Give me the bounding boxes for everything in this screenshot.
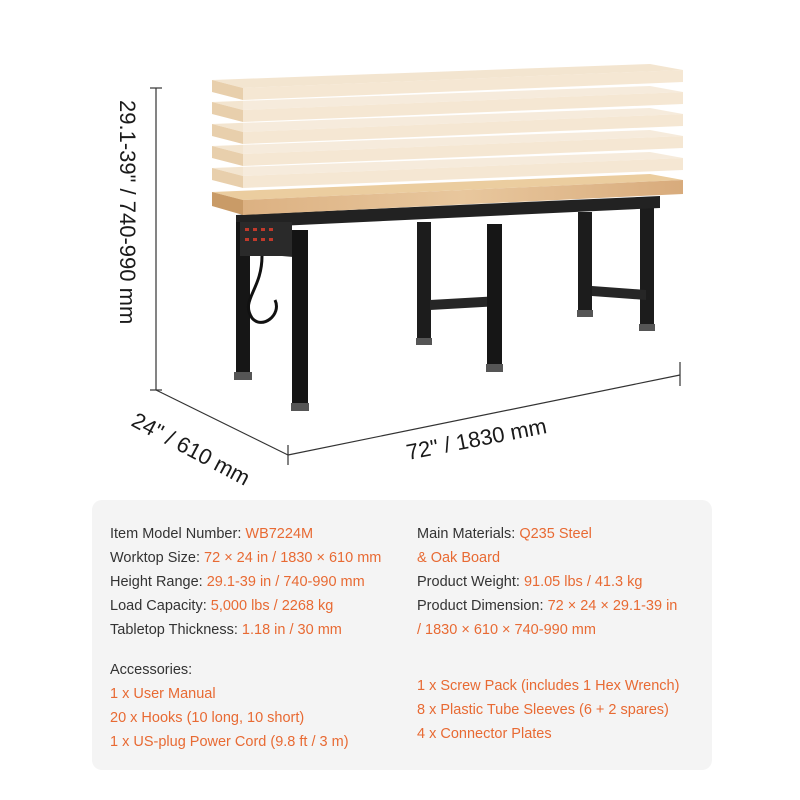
- spec-model: Item Model Number: WB7224M: [110, 526, 314, 542]
- accessory-item: 20 x Hooks (10 long, 10 short): [110, 710, 305, 726]
- accessory-item: 8 x Plastic Tube Sleeves (6 + 2 spares): [417, 702, 669, 718]
- accessory-item: 4 x Connector Plates: [417, 726, 552, 742]
- spec-dimension-cont: / 1830 × 610 × 740-990 mm: [417, 622, 596, 638]
- spec-card: [92, 500, 712, 770]
- accessory-item: 1 x US-plug Power Cord (9.8 ft / 3 m): [110, 734, 349, 750]
- accessories-heading: Accessories:: [110, 662, 193, 678]
- spec-weight: Product Weight: 91.05 lbs / 41.3 kg: [417, 574, 643, 590]
- spec-load: Load Capacity: 5,000 lbs / 2268 kg: [110, 598, 334, 614]
- accessory-item: 1 x User Manual: [110, 686, 216, 702]
- spec-dimension: Product Dimension: 72 × 24 × 29.1-39 in: [417, 598, 678, 614]
- spec-height: Height Range: 29.1-39 in / 740-990 mm: [110, 574, 365, 590]
- spec-worktop: Worktop Size: 72 × 24 in / 1830 × 610 mm: [110, 550, 382, 566]
- accessories-right: [417, 674, 717, 746]
- height-dimension: [150, 88, 162, 390]
- specs-right: [417, 522, 717, 642]
- width-label: 72" / 1830 mm: [404, 413, 549, 465]
- accessory-item: 1 x Screw Pack (includes 1 Hex Wrench): [417, 678, 680, 694]
- height-label: 29.1-39" / 740-990 mm: [115, 100, 140, 325]
- specs-left: [110, 522, 410, 754]
- spec-materials-cont: & Oak Board: [417, 550, 501, 566]
- spec-thickness: Tabletop Thickness: 1.18 in / 30 mm: [110, 622, 342, 638]
- depth-label: 24" / 610 mm: [127, 407, 255, 490]
- frame: [234, 196, 660, 411]
- spec-materials: Main Materials: Q235 Steel: [417, 526, 592, 542]
